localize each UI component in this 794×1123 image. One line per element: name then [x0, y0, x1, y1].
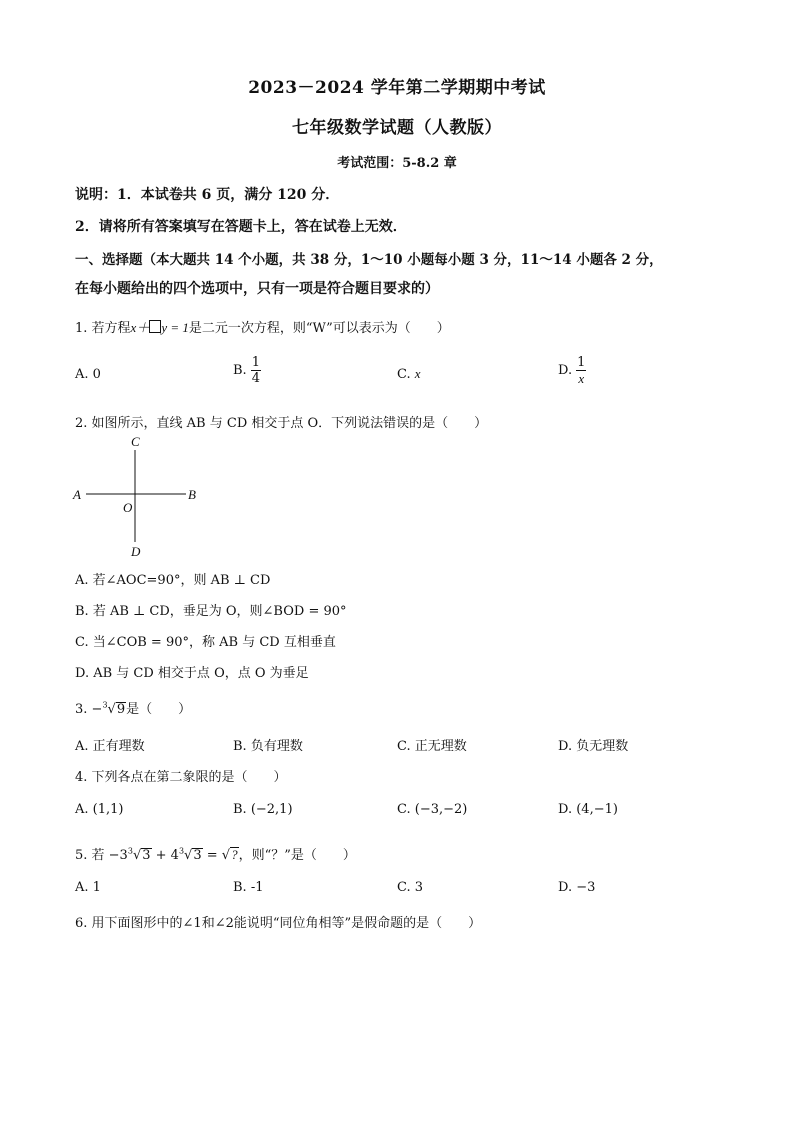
q5-part2: + 4	[151, 848, 179, 863]
q2-option-a: A. 若∠AOC=90°，则 AB ⊥ CD	[75, 573, 271, 588]
label-b: B	[188, 487, 196, 502]
question-6: 6. 用下面图形中的∠1和∠2能说明“同位角相等”是假命题的是（ ）	[75, 916, 482, 931]
q3-prefix: 3. −	[75, 702, 103, 717]
q1-option-b	[233, 355, 261, 386]
radical-sign-icon: √	[184, 848, 193, 863]
q1-d-num: 1	[577, 355, 586, 370]
q1-d-den: x	[578, 371, 585, 386]
exam-subtitle: 七年级数学试题（人教版）	[292, 118, 502, 138]
label-a: A	[73, 487, 81, 502]
question-3	[75, 698, 191, 717]
question-4: 4. 下列各点在第二象限的是（ ）	[75, 770, 287, 785]
q5-option-d: D. −3	[558, 880, 596, 895]
q3-root-index: 3	[102, 700, 108, 710]
radical-sign-icon: √	[107, 702, 116, 717]
q1-eq-right: y = 1	[161, 320, 189, 335]
q1-c-label: C.	[397, 367, 411, 382]
q4-option-a: A. (1,1)	[75, 802, 124, 817]
q1-d-label: D.	[558, 363, 573, 378]
q2-option-c: C. 当∠COB = 90°，称 AB 与 CD 互相垂直	[75, 635, 336, 650]
question-2: 2. 如图所示，直线 AB 与 CD 相交于点 O．下列说法错误的是（ ）	[75, 416, 488, 431]
intersecting-lines-figure	[68, 432, 208, 562]
blank-box-icon	[149, 320, 161, 333]
q1-option-c	[397, 366, 421, 382]
label-o: O	[123, 500, 133, 515]
q5-option-b: B. -1	[233, 880, 264, 895]
q3-radicand: 9	[116, 702, 126, 717]
q5-index-1: 3	[127, 846, 133, 856]
section-heading-line1: 一、选择题（本大题共 14 个小题，共 38 分，1～10 小题每小题 3 分，11～14 小题各 2 分，	[75, 252, 663, 268]
q5-option-a: A. 1	[75, 880, 101, 895]
q3-option-b: B. 负有理数	[233, 739, 303, 754]
question-1	[75, 317, 450, 336]
q4-option-b: B. (−2,1)	[233, 802, 293, 817]
exam-scope: 考试范围：5-8.2 章	[337, 156, 457, 171]
q1-b-label: B.	[233, 363, 247, 378]
q1-option-d	[558, 355, 586, 386]
q1-option-a: A. 0	[75, 367, 101, 382]
q5-radicand-1: 3	[142, 848, 151, 863]
note-1: 说明：1．本试卷共 6 页，满分 120 分．	[75, 187, 340, 203]
q5-radicand-3: ?	[231, 847, 238, 862]
q5-part4: ，则“？”是（ ）	[238, 848, 356, 863]
exam-title: 2023－2024 学年第二学期期中考试	[248, 78, 546, 98]
q2-option-d: D. AB 与 CD 相交于点 O，点 O 为垂足	[75, 666, 309, 681]
q1-b-den: 4	[251, 371, 260, 386]
radical-sign-icon: √	[221, 848, 231, 863]
section-heading-line2: 在每小题给出的四个选项中，只有一项是符合题目要求的）	[75, 281, 439, 297]
q1-eq-left: x＋	[130, 320, 150, 335]
q5-part3: =	[202, 848, 222, 863]
q1-b-num: 1	[251, 355, 260, 370]
question-5	[75, 844, 356, 863]
q1-c-val: x	[414, 366, 421, 381]
q3-option-c: C. 正无理数	[397, 739, 467, 754]
q3-suffix: 是（ ）	[126, 702, 192, 717]
label-c: C	[131, 434, 140, 449]
radical-sign-icon: √	[132, 848, 142, 863]
q1-suffix: 是二元一次方程，则“W”可以表示为（ ）	[188, 321, 450, 336]
q5-index-2: 3	[178, 846, 185, 856]
q3-option-a: A. 正有理数	[75, 739, 145, 754]
q1-b-fraction	[251, 355, 261, 386]
q2-option-b: B. 若 AB ⊥ CD，垂足为 O，则∠BOD = 90°	[75, 604, 347, 619]
q1-d-fraction	[576, 355, 586, 386]
q1-prefix: 1. 若方程	[75, 321, 131, 336]
q3-option-d: D. 负无理数	[558, 739, 629, 754]
q4-option-d: D. (4,−1)	[558, 802, 618, 817]
note-2: 2．请将所有答案填写在答题卡上，答在试卷上无效．	[75, 219, 407, 235]
q5-radicand-2: 3	[193, 848, 202, 863]
q5-part1: 5. 若 −3	[75, 848, 128, 863]
q4-option-c: C. (−3,−2)	[397, 802, 468, 817]
label-d: D	[131, 544, 141, 559]
q5-option-c: C. 3	[397, 880, 424, 895]
